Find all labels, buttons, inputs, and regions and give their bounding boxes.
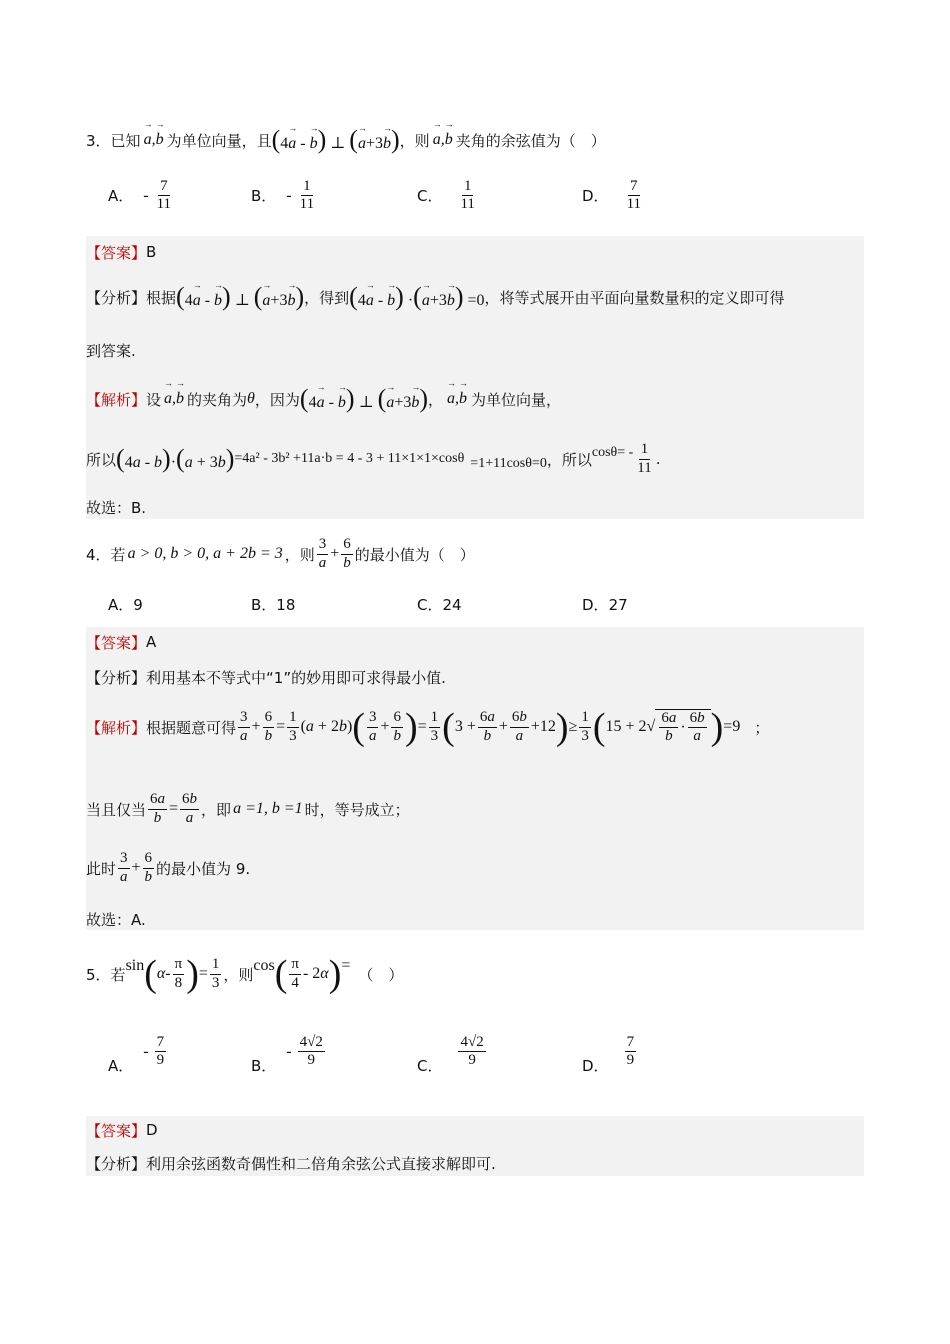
q4-analysis: 【分析】 利用基本不等式中“1”的妙用即可求得最小值. <box>86 668 446 687</box>
q3-stem: 3． 已知 → a,→ b 为单位向量，且 (4→ a - → b) ⊥ (→ a+3→ b) ，则 → a,→ b 夹角的余弦值为（ ） <box>86 126 606 154</box>
q3-option-b[interactable]: B． - $\frac{1}{11}$ <box>251 178 315 213</box>
q4-number: 4． <box>86 545 111 564</box>
q5-solution-panel <box>86 1116 864 1176</box>
q5-number: 5． <box>86 965 111 984</box>
q5-option-a[interactable]: A． - $\frac{7}{9}$ <box>108 1034 165 1076</box>
q4-solution: 【解析】 根据题意可得 $\frac{3}{a}$ + $\frac{6}{b}$ = $\frac{1}{3}$ (a + 2b) ( $\frac{3}{a}$ + $\frac{6}{b}$ ) = $\frac{1}{3}$ ( 3 + $\frac{6a}{b}$ + $\frac{6b}{a}$ +12 ) ≥ $\frac{1}{3}$ ( 15 + 2√ $\frac{6a}{b}$ · $\frac{6b}{a}$ ) =9 ； <box>86 706 770 748</box>
q5-analysis: 【分析】 利用余弦函数奇偶性和二倍角余弦公式直接求解即可. <box>86 1154 496 1173</box>
q3-analysis-cont: 到答案. <box>86 341 136 360</box>
q4-option-b[interactable]: B． 18 <box>251 595 296 614</box>
q3-solution-panel <box>86 236 864 519</box>
q3-option-c[interactable]: C． $\frac{1}{11}$ <box>417 178 475 213</box>
q4-option-a[interactable]: A． 9 <box>108 595 143 614</box>
q3-option-a[interactable]: A． - $\frac{7}{11}$ <box>108 178 172 213</box>
vectors-ab: → a,→ b <box>144 131 164 149</box>
q3-final: 故选：B. <box>86 498 147 517</box>
q5-option-b[interactable]: B． - $\frac{4√2}{9}$ <box>251 1034 323 1076</box>
perp-condition: (4→ a - → b) ⊥ (→ a+3→ b) <box>272 125 400 155</box>
q4-option-c[interactable]: C． 24 <box>417 595 462 614</box>
q3-solution-line2: 所以 (4a - b)·(a + 3b) =4a² - 3b² +11a·b = 4 - 3 + 11×1×1×cosθ =1+11cosθ=0 ，所以 cosθ= - $\frac{1}{11}$ . <box>86 441 661 476</box>
q5-option-d[interactable]: D． $\frac{7}{9}$ <box>582 1034 635 1076</box>
q4-final: 故选：A. <box>86 910 146 929</box>
q4-stem: 4． 若 a > 0, b > 0, a + 2b = 3 ，则 $\frac{3}{a}$ + $\frac{6}{b}$ 的最小值为（ ） <box>86 536 475 571</box>
q3-analysis: 【分析】 根据 (4→ a - → b) ⊥ (→ a+3→ b) ，得到 (4→ a - → b) ·(→ a+3→ b) =0 ，将等式展开由平面向量数量积的定义即可得 <box>86 282 785 312</box>
q3-number: 3． <box>86 131 111 150</box>
q4-option-d[interactable]: D． 27 <box>582 595 628 614</box>
q5-option-c[interactable]: C． $\frac{4√2}{9}$ <box>417 1034 484 1076</box>
q4-solution-panel <box>86 627 864 930</box>
q3-answer: 【答案】 B <box>86 243 157 262</box>
q3-option-d[interactable]: D． $\frac{7}{11}$ <box>582 178 642 213</box>
q5-stem: 5． 若 sin ( α - $\frac{\pi}{8}$ ) = $\frac{1}{3}$ ，则 cos ( $\frac{\pi}{4}$ - 2 α ) = （ ） <box>86 953 404 995</box>
q3-solution: 【解析】 设 → a,→ b 的夹角为 θ ，因为 (4→ a - → b) ⊥ (→ a+3→ b) ， → a,→ b 为单位向量， <box>86 384 561 414</box>
q4-then: 此时 $\frac{3}{a}$ + $\frac{6}{b}$ 的最小值为 9. <box>86 850 251 885</box>
q4-equality-condition: 当且仅当 $\frac{6a}{b}$ = $\frac{6b}{a}$ ，即 a =1, b =1 时，等号成立； <box>86 791 410 826</box>
q4-answer: 【答案】 A <box>86 633 157 652</box>
q5-answer: 【答案】 D <box>86 1121 158 1140</box>
